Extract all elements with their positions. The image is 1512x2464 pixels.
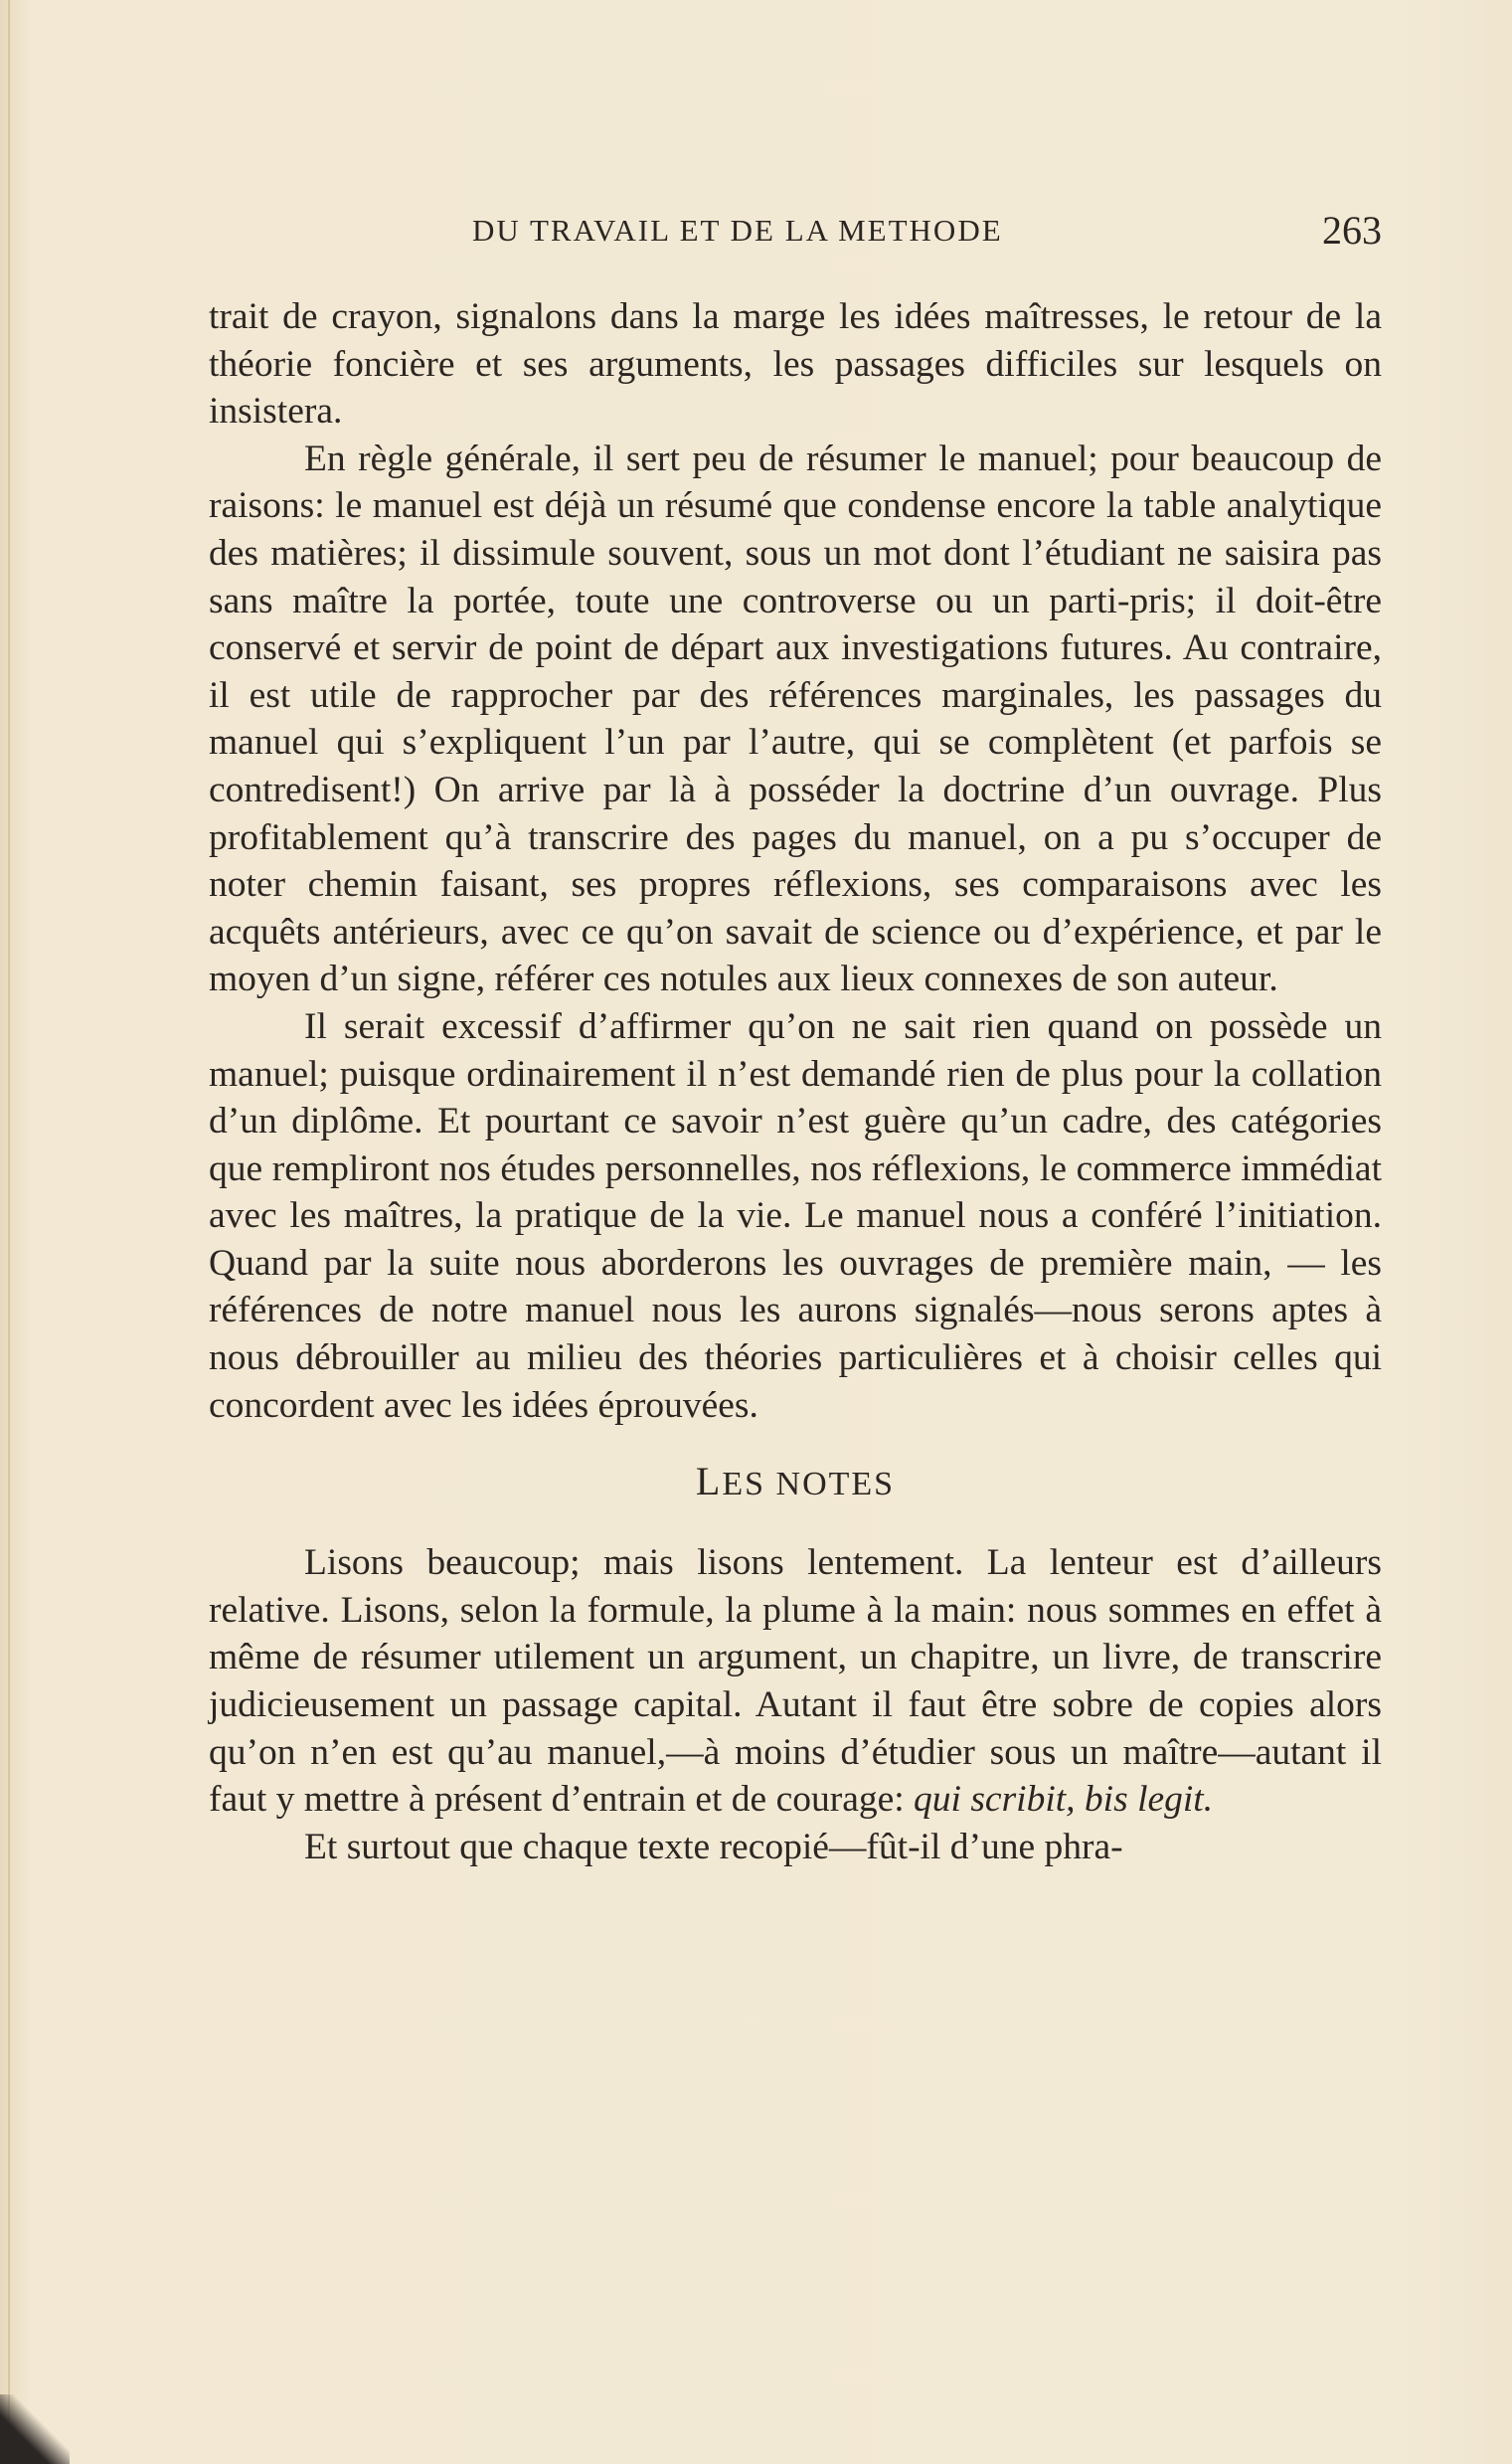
page-header (209, 207, 1382, 255)
page-number: 263 (1322, 208, 1382, 253)
latin-quote: qui scribit, bis legit. (914, 1779, 1214, 1821)
paragraph-3: Il serait excessif d’affirmer qu’on ne sait rien quand on possède un manuel; puisque ordinairement il n’est demandé rien de plus pour la collation d’un diplôme. Et pourtant ce savoir n’est guère qu’un cadre, des catégories que rempliront nos études personnelles, nos réflexions, le commerce immédiat avec les maîtres, la pratique de la vie. Le manuel nous a conféré l’initiation. Quand par la suite nous aborderons les ouvrages de première main, — les références de notre manuel nous les aurons signalés—nous serons aptes à nous débrouiller au milieu des théories particulières et à choisir celles qui concordent avec les idées éprouvées. (209, 1005, 1382, 1426)
running-title: DU TRAVAIL ET DE LA METHODE (472, 213, 1003, 248)
page-corner-shadow (0, 2394, 70, 2464)
section-title-word-2: NOTES (775, 1466, 896, 1503)
body-text (209, 293, 1382, 1870)
paragraph-5: Et surtout que chaque texte recopié—fût-il d’une phra- (304, 1826, 1123, 1867)
paragraph-1: trait de crayon, signalons dans la marge les idées maîtresses, le retour de la théorie foncière et ses arguments, les passages difficiles sur lesquels on insistera. (209, 296, 1382, 433)
section-title-initial: L (695, 1459, 723, 1504)
section-title-word-1: ES (722, 1466, 766, 1503)
page-gutter-edge (8, 0, 10, 2464)
paragraph-4 (209, 1539, 1382, 1824)
paragraph-4-text: Lisons beaucoup; mais lisons lentement. La lenteur est d’ailleurs relative. Lisons, selon la formule, la plume à la main: nous sommes en effet à même de résumer utilement un argument, un chapitre, un livre, de transcrire judicieusement un passage capital. Autant il faut être sobre de copies alors qu’on n’en est qu’au manuel,—à moins d’étudier sous un maître—autant il faut y mettre à présent d’entrain et de courage: (209, 1542, 1382, 1821)
section-title (209, 1460, 1382, 1506)
paragraph-2: En règle générale, il sert peu de résumer le manuel; pour beaucoup de raisons: le manuel est déjà un résumé que condense encore la table analytique des matières; il dissimule souvent, sous un mot dont l’étudiant ne saisira pas sans maître la portée, toute une controverse ou un parti-pris; il doit-être conservé et servir de point de départ aux investigations futures. Au contraire, il est utile de rapprocher par des références marginales, les passages du manuel qui s’expliquent l’un par l’autre, qui se complètent (et parfois se contredisent!) On arrive par là à posséder la doctrine d’un ouvrage. Plus profitablement qu’à transcrire des pages du manuel, on a pu s’occuper de noter chemin faisant, ses propres réflexions, ses comparaisons avec les acquêts antérieurs, avec ce qu’on savait de science ou d’expérience, et par le moyen d’un signe, référer ces notules aux lieux connexes de son auteur. (209, 438, 1382, 1000)
